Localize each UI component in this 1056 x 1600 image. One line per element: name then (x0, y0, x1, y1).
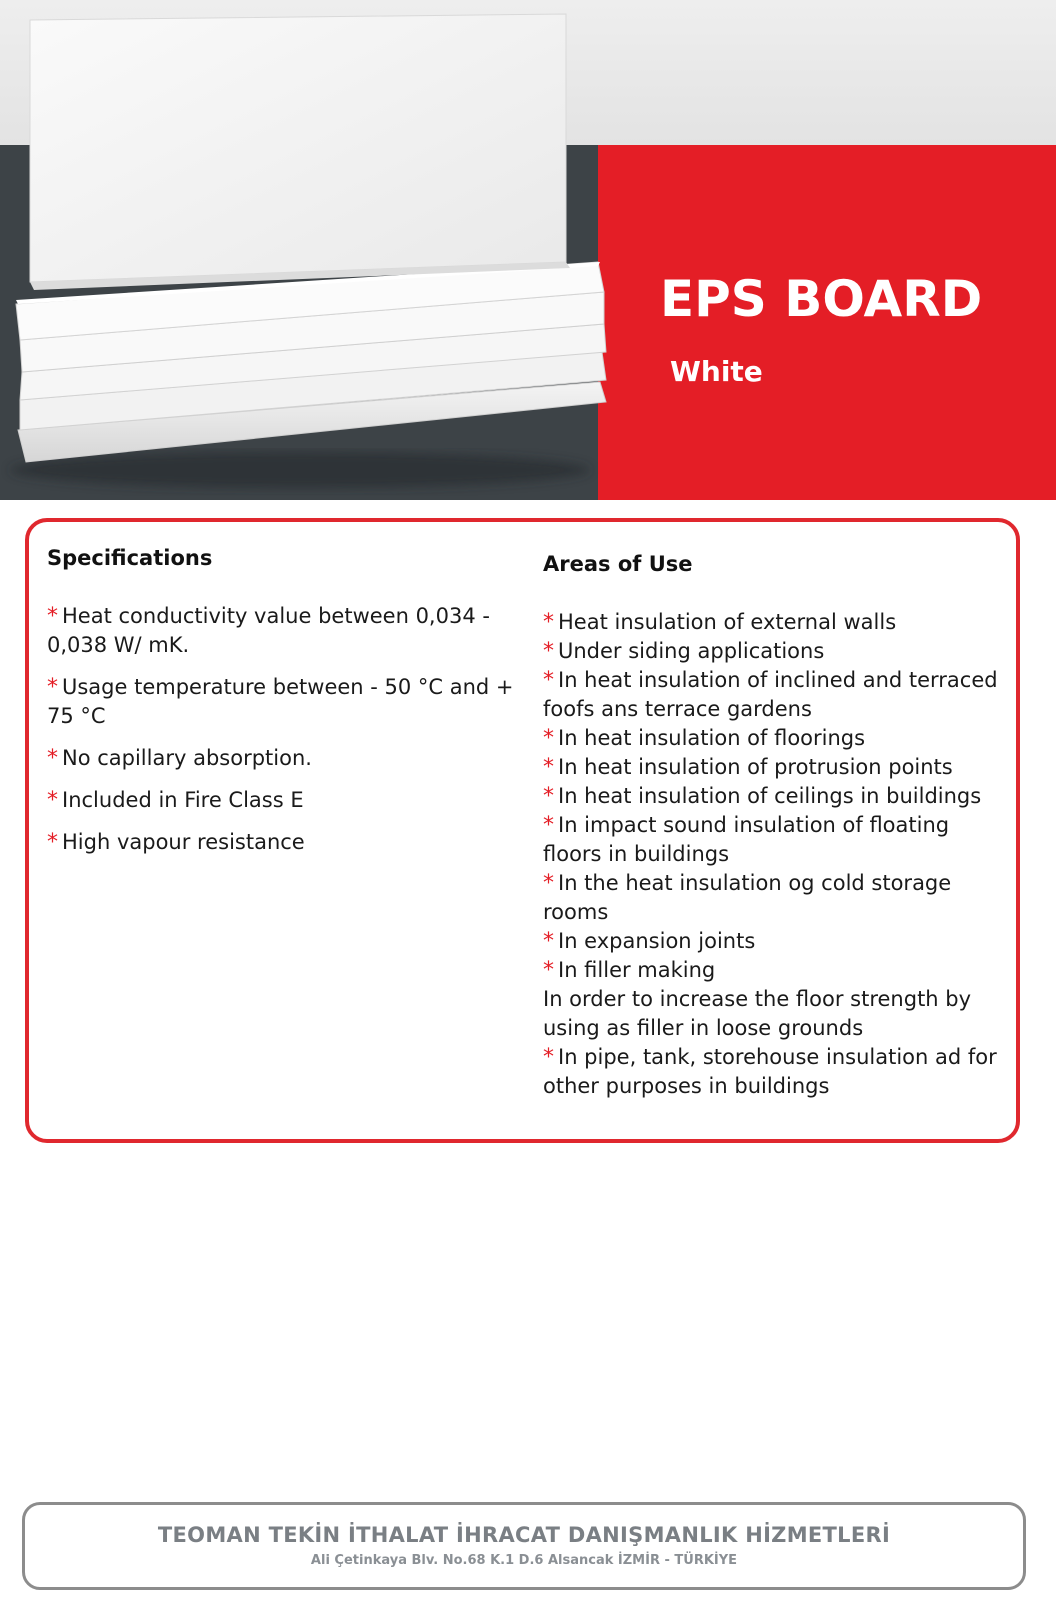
use-item-text: Under siding applications (558, 639, 825, 663)
use-item-text: In order to increase the floor strength by using as filler in loose grounds (543, 987, 972, 1040)
product-title: EPS BOARD (660, 270, 983, 328)
use-list-item (543, 724, 1003, 753)
asterisk-bullet-icon: * (47, 604, 58, 629)
use-item-text: In pipe, tank, storehouse insulation ad for other purposes in buildings (543, 1045, 997, 1098)
use-item-text: In heat insulation of ceilings in buildings (558, 784, 982, 808)
areas-of-use-list (543, 608, 1003, 1101)
use-item-text: In heat insulation of floorings (558, 726, 866, 750)
asterisk-bullet-icon: * (47, 830, 58, 855)
asterisk-bullet-icon: * (543, 668, 554, 693)
use-list-item (543, 927, 1003, 956)
spec-list-item (47, 828, 517, 857)
upright-board (30, 14, 570, 290)
asterisk-bullet-icon: * (543, 610, 554, 635)
use-list-item (543, 869, 1003, 927)
use-list-item (543, 753, 1003, 782)
lower-board-stack (16, 262, 606, 462)
asterisk-bullet-icon: * (543, 1045, 554, 1070)
details-card (25, 518, 1020, 1143)
hero-banner (0, 0, 1056, 500)
use-item-text: In the heat insulation og cold storage rooms (543, 871, 952, 924)
spec-item-text: No capillary absorption. (62, 746, 312, 770)
company-name: TEOMAN TEKİN İTHALAT İHRACAT DANIŞMANLIK HİZMETLERİ (157, 1523, 891, 1547)
asterisk-bullet-icon: * (47, 746, 58, 771)
spec-item-text: High vapour resistance (62, 830, 305, 854)
spec-item-text: Included in Fire Class E (62, 788, 304, 812)
use-item-text: Heat insulation of external walls (558, 610, 897, 634)
spec-item-text: Usage temperature between - 50 °C and + 75 °C (47, 675, 514, 728)
product-color-subtitle: White (670, 355, 763, 388)
asterisk-bullet-icon: * (47, 788, 58, 813)
asterisk-bullet-icon: * (543, 755, 554, 780)
use-item-text: In filler making (558, 958, 716, 982)
areas-of-use-heading: Areas of Use (543, 552, 693, 576)
specifications-heading: Specifications (47, 546, 213, 570)
use-list-item (543, 811, 1003, 869)
asterisk-bullet-icon: * (543, 871, 554, 896)
use-list-item (543, 956, 1003, 985)
use-list-item (543, 637, 1003, 666)
asterisk-bullet-icon: * (543, 726, 554, 751)
asterisk-bullet-icon: * (47, 675, 58, 700)
use-list-item (543, 782, 1003, 811)
asterisk-bullet-icon: * (543, 929, 554, 954)
areas-of-use-section (543, 552, 1003, 1101)
use-item-text: In heat insulation of protrusion points (558, 755, 953, 779)
use-list-item (543, 608, 1003, 637)
spec-list-item (47, 673, 517, 731)
spec-item-text: Heat conductivity value between 0,034 - 0,038 W/ mK. (47, 604, 490, 657)
use-item-text: In heat insulation of inclined and terraced foofs ans terrace gardens (543, 668, 998, 721)
company-address: Ali Çetinkaya Blv. No.68 K.1 D.6 Alsancak İZMİR - TÜRKİYE (310, 1553, 738, 1568)
spec-list-item (47, 744, 517, 773)
use-list-item (543, 985, 1003, 1043)
asterisk-bullet-icon: * (543, 784, 554, 809)
asterisk-bullet-icon: * (543, 639, 554, 664)
use-list-item (543, 666, 1003, 724)
use-item-text: In impact sound insulation of floating floors in buildings (543, 813, 950, 866)
spec-list-item (47, 786, 517, 815)
company-footer (22, 1502, 1026, 1590)
use-item-text: In expansion joints (558, 929, 756, 953)
asterisk-bullet-icon: * (543, 813, 554, 838)
asterisk-bullet-icon: * (543, 958, 554, 983)
eps-board-stack-image (0, 0, 640, 500)
use-list-item (543, 1043, 1003, 1101)
specifications-section (47, 546, 517, 870)
spec-list-item (47, 602, 517, 660)
specifications-list (47, 602, 517, 857)
